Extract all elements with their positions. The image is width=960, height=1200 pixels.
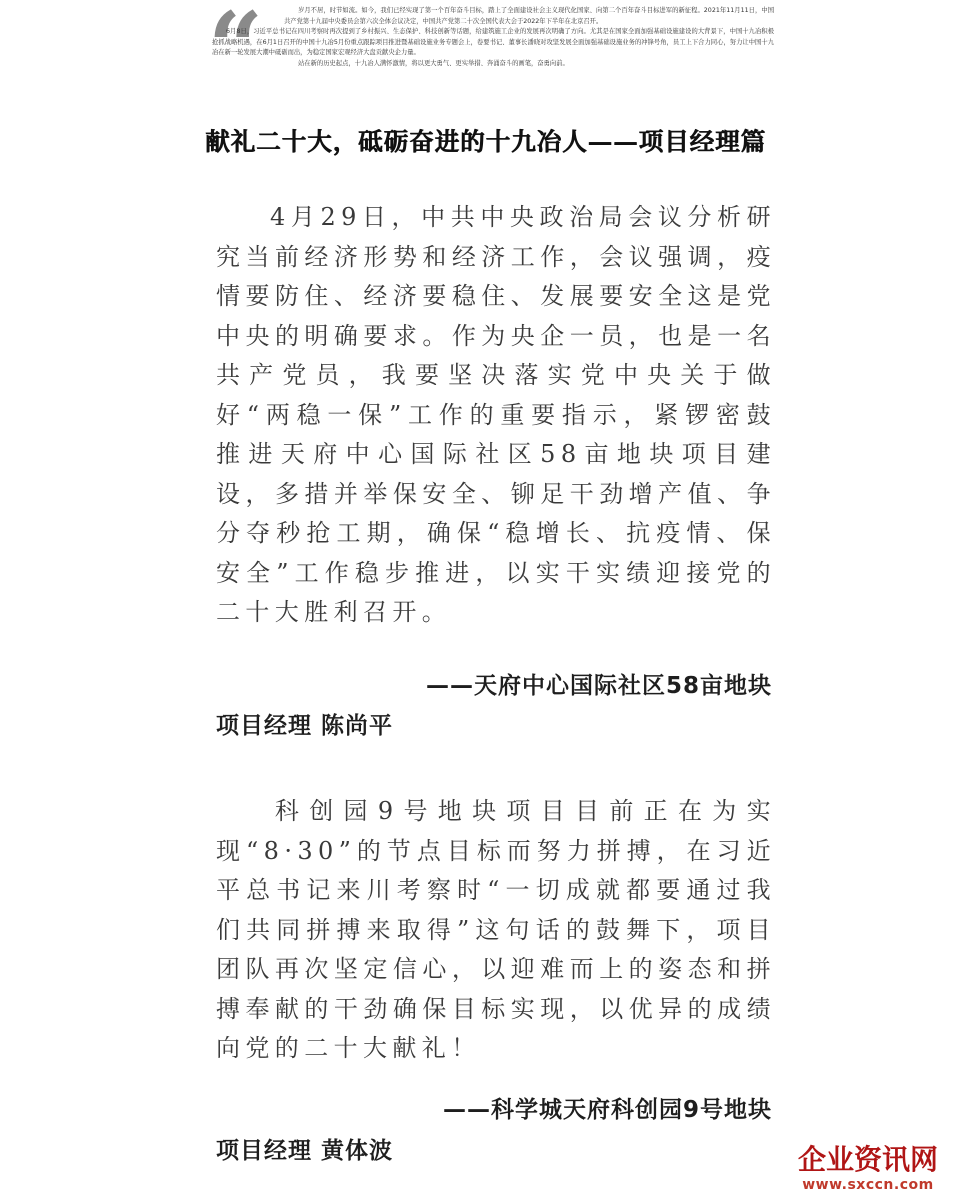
article-paragraph-1-text: 4月29日，中共中央政治局会议分析研究当前经济形势和经济工作，会议强调，疫情要防住、经济要稳住、发展要安全这是党中央的明确要求。作为央企一员，也是一名共产党员，我要坚决落实党中央关于做好“两稳一保”工作的重要指示，紧锣密鼓推进天府中心国际社区58亩地块项目建设，多措并举保安全、铆足干劲增产值、争分夺秒抢工期，确保“稳增长、抗疫情、保安全”工作稳步推进，以实干实绩迎接党的二十大胜利召开。 bbox=[216, 203, 776, 626]
quote-mark-icon: “ bbox=[208, 0, 258, 104]
intro-paragraph-2: 6月8日，习近平总书记在四川考察时再次提到了乡村振兴、生态保护、科技创新等话题，给建筑施工企业的发展再次明确了方向。尤其是在国家全面加强基础设施建设的大背景下，中国十九冶积极抢抓战略机遇，在6月1日召开的中国十九冶5月份重点跟踪项目推进暨基础设施业务专题会上，卷要书记、董事长潘晓对攻坚发展全面加强基础设施业务的冲锋号角，员工上下合力同心，努力让中国十九冶在新一轮发展大潮中砥砺而出，为稳定国家宏观经济大盘贡献央企力量。 bbox=[212, 28, 774, 56]
intro-block bbox=[212, 6, 774, 69]
signature-1-org: ——天府中心国际社区58亩地块 bbox=[425, 673, 772, 699]
signature-2-org: ——科学城天府科创园9号地块 bbox=[442, 1097, 772, 1123]
intro-paragraph-1: 岁月不居，时节如流。如今，我们已经实现了第一个百年奋斗目标，踏上了全面建设社会主义现代化国家、向第二个百年奋斗目标进军的新征程。2021年11月11日，中国共产党第十九届中央委员会第六次全体会议决定，中国共产党第二十次全国代表大会于2022年下半年在北京召开。 bbox=[284, 7, 774, 25]
intro-paragraph-3: 站在新的历史起点，十九冶人满怀激情，将以更大勇气、更实举措、奔涌奋斗的画笔，奋勇向前。 bbox=[298, 59, 569, 67]
watermark-name: 企业资讯网 bbox=[798, 1143, 939, 1176]
article-paragraph-2-text: 科创园9号地块项目目前正在为实现“8·30”的节点目标而努力拼搏，在习近平总书记来川考察时“一切成就都要通过我们共同拼搏来取得”这句话的鼓舞下，项目团队再次坚定信心，以迎难而上的姿态和拼搏奉献的干劲确保目标实现，以优异的成绩向党的二十大献礼！ bbox=[216, 797, 776, 1062]
article-paragraph-1 bbox=[216, 198, 776, 633]
signature-2-title: 项目经理 黄体波 bbox=[216, 1138, 394, 1164]
watermark-url: www.sxccn.com bbox=[802, 1177, 934, 1193]
site-watermark-logo bbox=[798, 1144, 938, 1194]
article-paragraph-2 bbox=[216, 792, 776, 1069]
page-title: 献礼二十大，砥砺奋进的十九冶人——项目经理篇 bbox=[205, 127, 766, 156]
signature-1-title: 项目经理 陈尚平 bbox=[216, 713, 394, 739]
